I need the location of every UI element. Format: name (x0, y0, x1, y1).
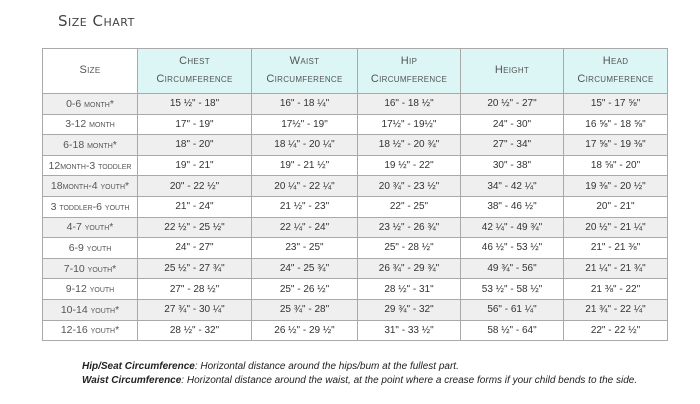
size-cell: 3-12 month (43, 114, 138, 135)
header-hip (358, 49, 461, 94)
size-cell: 4-7 youth* (43, 217, 138, 238)
height-cell: 24" - 30" (461, 114, 564, 135)
head-cell: 18 ⅝" - 20" (564, 155, 668, 176)
waist-cell: 16" - 18 ¼" (252, 94, 358, 115)
hip-cell: 25" - 28 ½" (358, 238, 461, 259)
table-row (43, 176, 668, 197)
height-cell: 42 ¼" - 49 ¾" (461, 217, 564, 238)
chest-cell: 27 ¾" - 30 ¼" (138, 299, 252, 320)
size-cell: 9-12 youth (43, 279, 138, 300)
chest-cell: 15 ½" - 18" (138, 94, 252, 115)
note-waist (82, 374, 642, 388)
hip-cell: 23 ½" - 26 ¾" (358, 217, 461, 238)
header-head: Head Circumference (564, 49, 668, 94)
head-cell: 15" - 17 ⅝" (564, 94, 668, 115)
hip-cell: 26 ¾" - 29 ¾" (358, 258, 461, 279)
table-row (43, 94, 668, 115)
head-cell: 21" - 21 ⅜" (564, 238, 668, 259)
hip-cell: 16" - 18 ½" (358, 94, 461, 115)
size-cell: 12-16 youth* (43, 320, 138, 341)
waist-cell: 25 ¾" - 28" (252, 299, 358, 320)
table-row (43, 279, 668, 300)
table-body (43, 94, 668, 341)
waist-cell: 19" - 21 ½" (252, 155, 358, 176)
size-cell: 12month-3 toddler (43, 155, 138, 176)
head-cell: 20 ½" - 21 ¼" (564, 217, 668, 238)
head-cell: 22" - 22 ½" (564, 320, 668, 341)
hip-cell: 20 ¾" - 23 ½" (358, 176, 461, 197)
header-size: Size (43, 49, 138, 94)
chest-cell: 20" - 22 ½" (138, 176, 252, 197)
note-hip (82, 360, 642, 374)
table-row (43, 155, 668, 176)
size-chart-table (42, 48, 668, 341)
waist-cell: 26 ½" - 29 ½" (252, 320, 358, 341)
header-waist (252, 49, 358, 94)
chest-cell: 18" - 20" (138, 135, 252, 156)
height-cell: 46 ½" - 53 ½" (461, 238, 564, 259)
waist-cell: 20 ¼" - 22 ¼" (252, 176, 358, 197)
chest-cell: 28 ½" - 32" (138, 320, 252, 341)
table-row (43, 320, 668, 341)
head-cell: 21 ¼" - 21 ¾" (564, 258, 668, 279)
chest-cell: 27" - 28 ½" (138, 279, 252, 300)
height-cell: 53 ½" - 58 ½" (461, 279, 564, 300)
height-cell: 20 ½" - 27" (461, 94, 564, 115)
height-cell: 30" - 38" (461, 155, 564, 176)
waist-cell: 21 ½" - 23" (252, 196, 358, 217)
chest-cell: 19" - 21" (138, 155, 252, 176)
waist-cell: 23" - 25" (252, 238, 358, 259)
height-cell: 34" - 42 ¼" (461, 176, 564, 197)
size-cell: 3 toddler-6 youth (43, 196, 138, 217)
note-waist-text: : Horizontal distance around the waist, at the point where a crease forms if your child bends to the side. (181, 375, 638, 386)
height-cell: 27" - 34" (461, 135, 564, 156)
header-waist-line2: Circumference (266, 73, 343, 85)
waist-cell: 25" - 26 ½" (252, 279, 358, 300)
size-cell: 0-6 month* (43, 94, 138, 115)
height-cell: 58 ½" - 64" (461, 320, 564, 341)
head-cell: 17 ⅝" - 19 ⅜" (564, 135, 668, 156)
table-header-row (43, 49, 668, 94)
note-hip-text: : Horizontal distance around the hips/bum at the fullest part. (194, 361, 459, 372)
chest-cell: 17" - 19" (138, 114, 252, 135)
header-hip-line2: Circumference (370, 73, 448, 85)
note-hip-term: Hip/Seat Circumference (82, 361, 195, 372)
size-cell: 6-18 month* (43, 135, 138, 156)
table-row (43, 238, 668, 259)
measurement-notes (82, 360, 642, 388)
size-cell: 18month-4 youth* (43, 176, 138, 197)
size-cell: 6-9 youth (43, 238, 138, 259)
height-cell: 56" - 61 ¼" (461, 299, 564, 320)
table-row (43, 114, 668, 135)
chest-cell: 21" - 24" (138, 196, 252, 217)
waist-cell: 18 ¼" - 20 ¼" (252, 135, 358, 156)
chest-cell: 24" - 27" (138, 238, 252, 259)
table-row (43, 135, 668, 156)
hip-cell: 17½" - 19½" (358, 114, 461, 135)
hip-cell: 28 ½" - 31" (358, 279, 461, 300)
size-cell: 10-14 youth* (43, 299, 138, 320)
head-cell: 19 ⅜" - 20 ½" (564, 176, 668, 197)
size-cell: 7-10 youth* (43, 258, 138, 279)
head-cell: 16 ⅝" - 18 ⅝" (564, 114, 668, 135)
hip-cell: 31" - 33 ½" (358, 320, 461, 341)
waist-cell: 24" - 25 ¾" (252, 258, 358, 279)
chest-cell: 25 ½" - 27 ¾" (138, 258, 252, 279)
height-cell: 38" - 46 ½" (461, 196, 564, 217)
hip-cell: 22" - 25" (358, 196, 461, 217)
header-waist-line1: Waist (289, 55, 320, 68)
table-row (43, 258, 668, 279)
note-waist-term: Waist Circumference (82, 375, 182, 386)
header-hip-line1: Hip (400, 55, 418, 68)
head-cell: 21 ¾" - 22 ¼" (564, 299, 668, 320)
hip-cell: 29 ¾" - 32" (358, 299, 461, 320)
header-chest-line2: Circumference (156, 73, 233, 85)
page-title: Size Chart (58, 12, 135, 30)
hip-cell: 19 ½" - 22" (358, 155, 461, 176)
waist-cell: 22 ¼" - 24" (252, 217, 358, 238)
header-chest (138, 49, 252, 94)
header-height: Height (461, 49, 564, 94)
height-cell: 49 ¾" - 56" (461, 258, 564, 279)
hip-cell: 18 ½" - 20 ¾" (358, 135, 461, 156)
chest-cell: 22 ½" - 25 ½" (138, 217, 252, 238)
header-chest-line1: Chest (179, 55, 210, 68)
table-row (43, 196, 668, 217)
head-cell: 21 ⅜" - 22" (564, 279, 668, 300)
head-cell: 20" - 21" (564, 196, 668, 217)
table-row (43, 217, 668, 238)
waist-cell: 17½" - 19" (252, 114, 358, 135)
table-row (43, 299, 668, 320)
